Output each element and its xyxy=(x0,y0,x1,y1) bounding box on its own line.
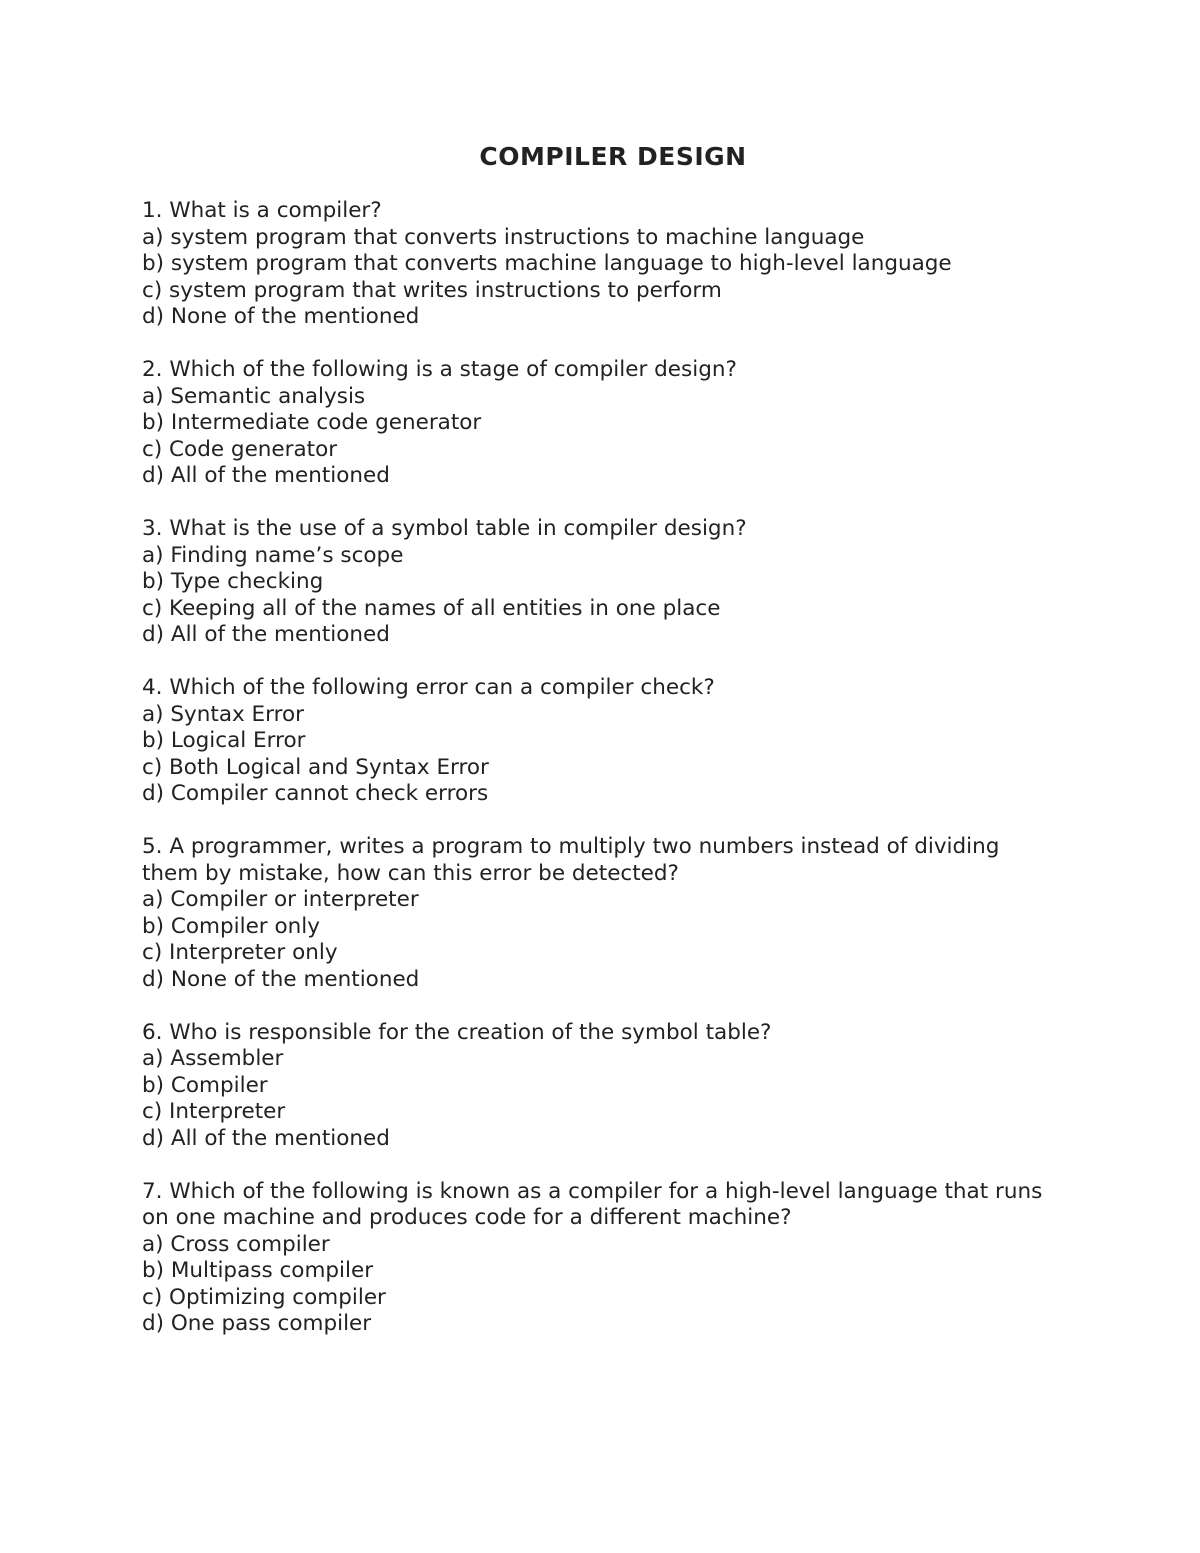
answer-option: a) Compiler or interpreter xyxy=(142,887,419,912)
answer-option: c) Optimizing compiler xyxy=(142,1284,386,1310)
question-item xyxy=(142,834,1062,993)
question-list xyxy=(142,198,1062,1364)
question-item xyxy=(142,1179,1062,1338)
answer-option: d) All of the mentioned xyxy=(142,463,390,488)
answer-option: b) Compiler only xyxy=(142,913,320,939)
answer-option: c) Both Logical and Syntax Error xyxy=(142,754,489,780)
question-item xyxy=(142,516,1062,649)
question-item xyxy=(142,675,1062,808)
answer-option: c) Keeping all of the names of all entities in one place xyxy=(142,595,721,621)
answer-option: d) None of the mentioned xyxy=(142,966,420,992)
answer-option: a) system program that converts instructions to machine language xyxy=(142,224,865,250)
question-text: 7. Which of the following is known as a compiler for a high-level language that runs on one machine and produces code for a different machine? xyxy=(142,1178,1043,1230)
answer-option: d) One pass compiler xyxy=(142,1311,372,1336)
question-item xyxy=(142,198,1062,331)
answer-option: c) Interpreter only xyxy=(142,940,338,965)
question-text: 1. What is a compiler? xyxy=(142,198,382,223)
answer-option: d) Compiler cannot check errors xyxy=(142,781,489,806)
answer-option: d) None of the mentioned xyxy=(142,304,420,329)
answer-option: d) All of the mentioned xyxy=(142,1125,390,1151)
answer-option: c) system program that writes instructions to perform xyxy=(142,277,722,303)
answer-option: a) Assembler xyxy=(142,1046,284,1071)
document-title: COMPILER DESIGN xyxy=(479,142,747,171)
question-text: 4. Which of the following error can a compiler check? xyxy=(142,675,715,700)
answer-option: a) Finding name’s scope xyxy=(142,542,404,568)
answer-option: a) Semantic analysis xyxy=(142,383,366,409)
answer-option: b) Logical Error xyxy=(142,728,306,753)
answer-option: b) system program that converts machine language to high-level language xyxy=(142,251,952,276)
question-item xyxy=(142,357,1062,490)
question-text: 6. Who is responsible for the creation of the symbol table? xyxy=(142,1019,772,1045)
answer-option: c) Code generator xyxy=(142,436,338,462)
answer-option: a) Syntax Error xyxy=(142,701,304,727)
answer-option: b) Intermediate code generator xyxy=(142,410,482,435)
answer-option: b) Multipass compiler xyxy=(142,1258,374,1283)
answer-option: a) Cross compiler xyxy=(142,1231,330,1257)
question-text: 2. Which of the following is a stage of compiler design? xyxy=(142,357,737,382)
question-item xyxy=(142,1020,1062,1153)
answer-option: b) Compiler xyxy=(142,1072,268,1098)
question-text: 3. What is the use of a symbol table in compiler design? xyxy=(142,516,747,541)
answer-option: d) All of the mentioned xyxy=(142,622,390,647)
answer-option: b) Type checking xyxy=(142,569,324,594)
question-text: 5. A programmer, writes a program to multiply two numbers instead of dividing them by mistake, how can this error be detected? xyxy=(142,834,1000,886)
answer-option: c) Interpreter xyxy=(142,1099,286,1124)
